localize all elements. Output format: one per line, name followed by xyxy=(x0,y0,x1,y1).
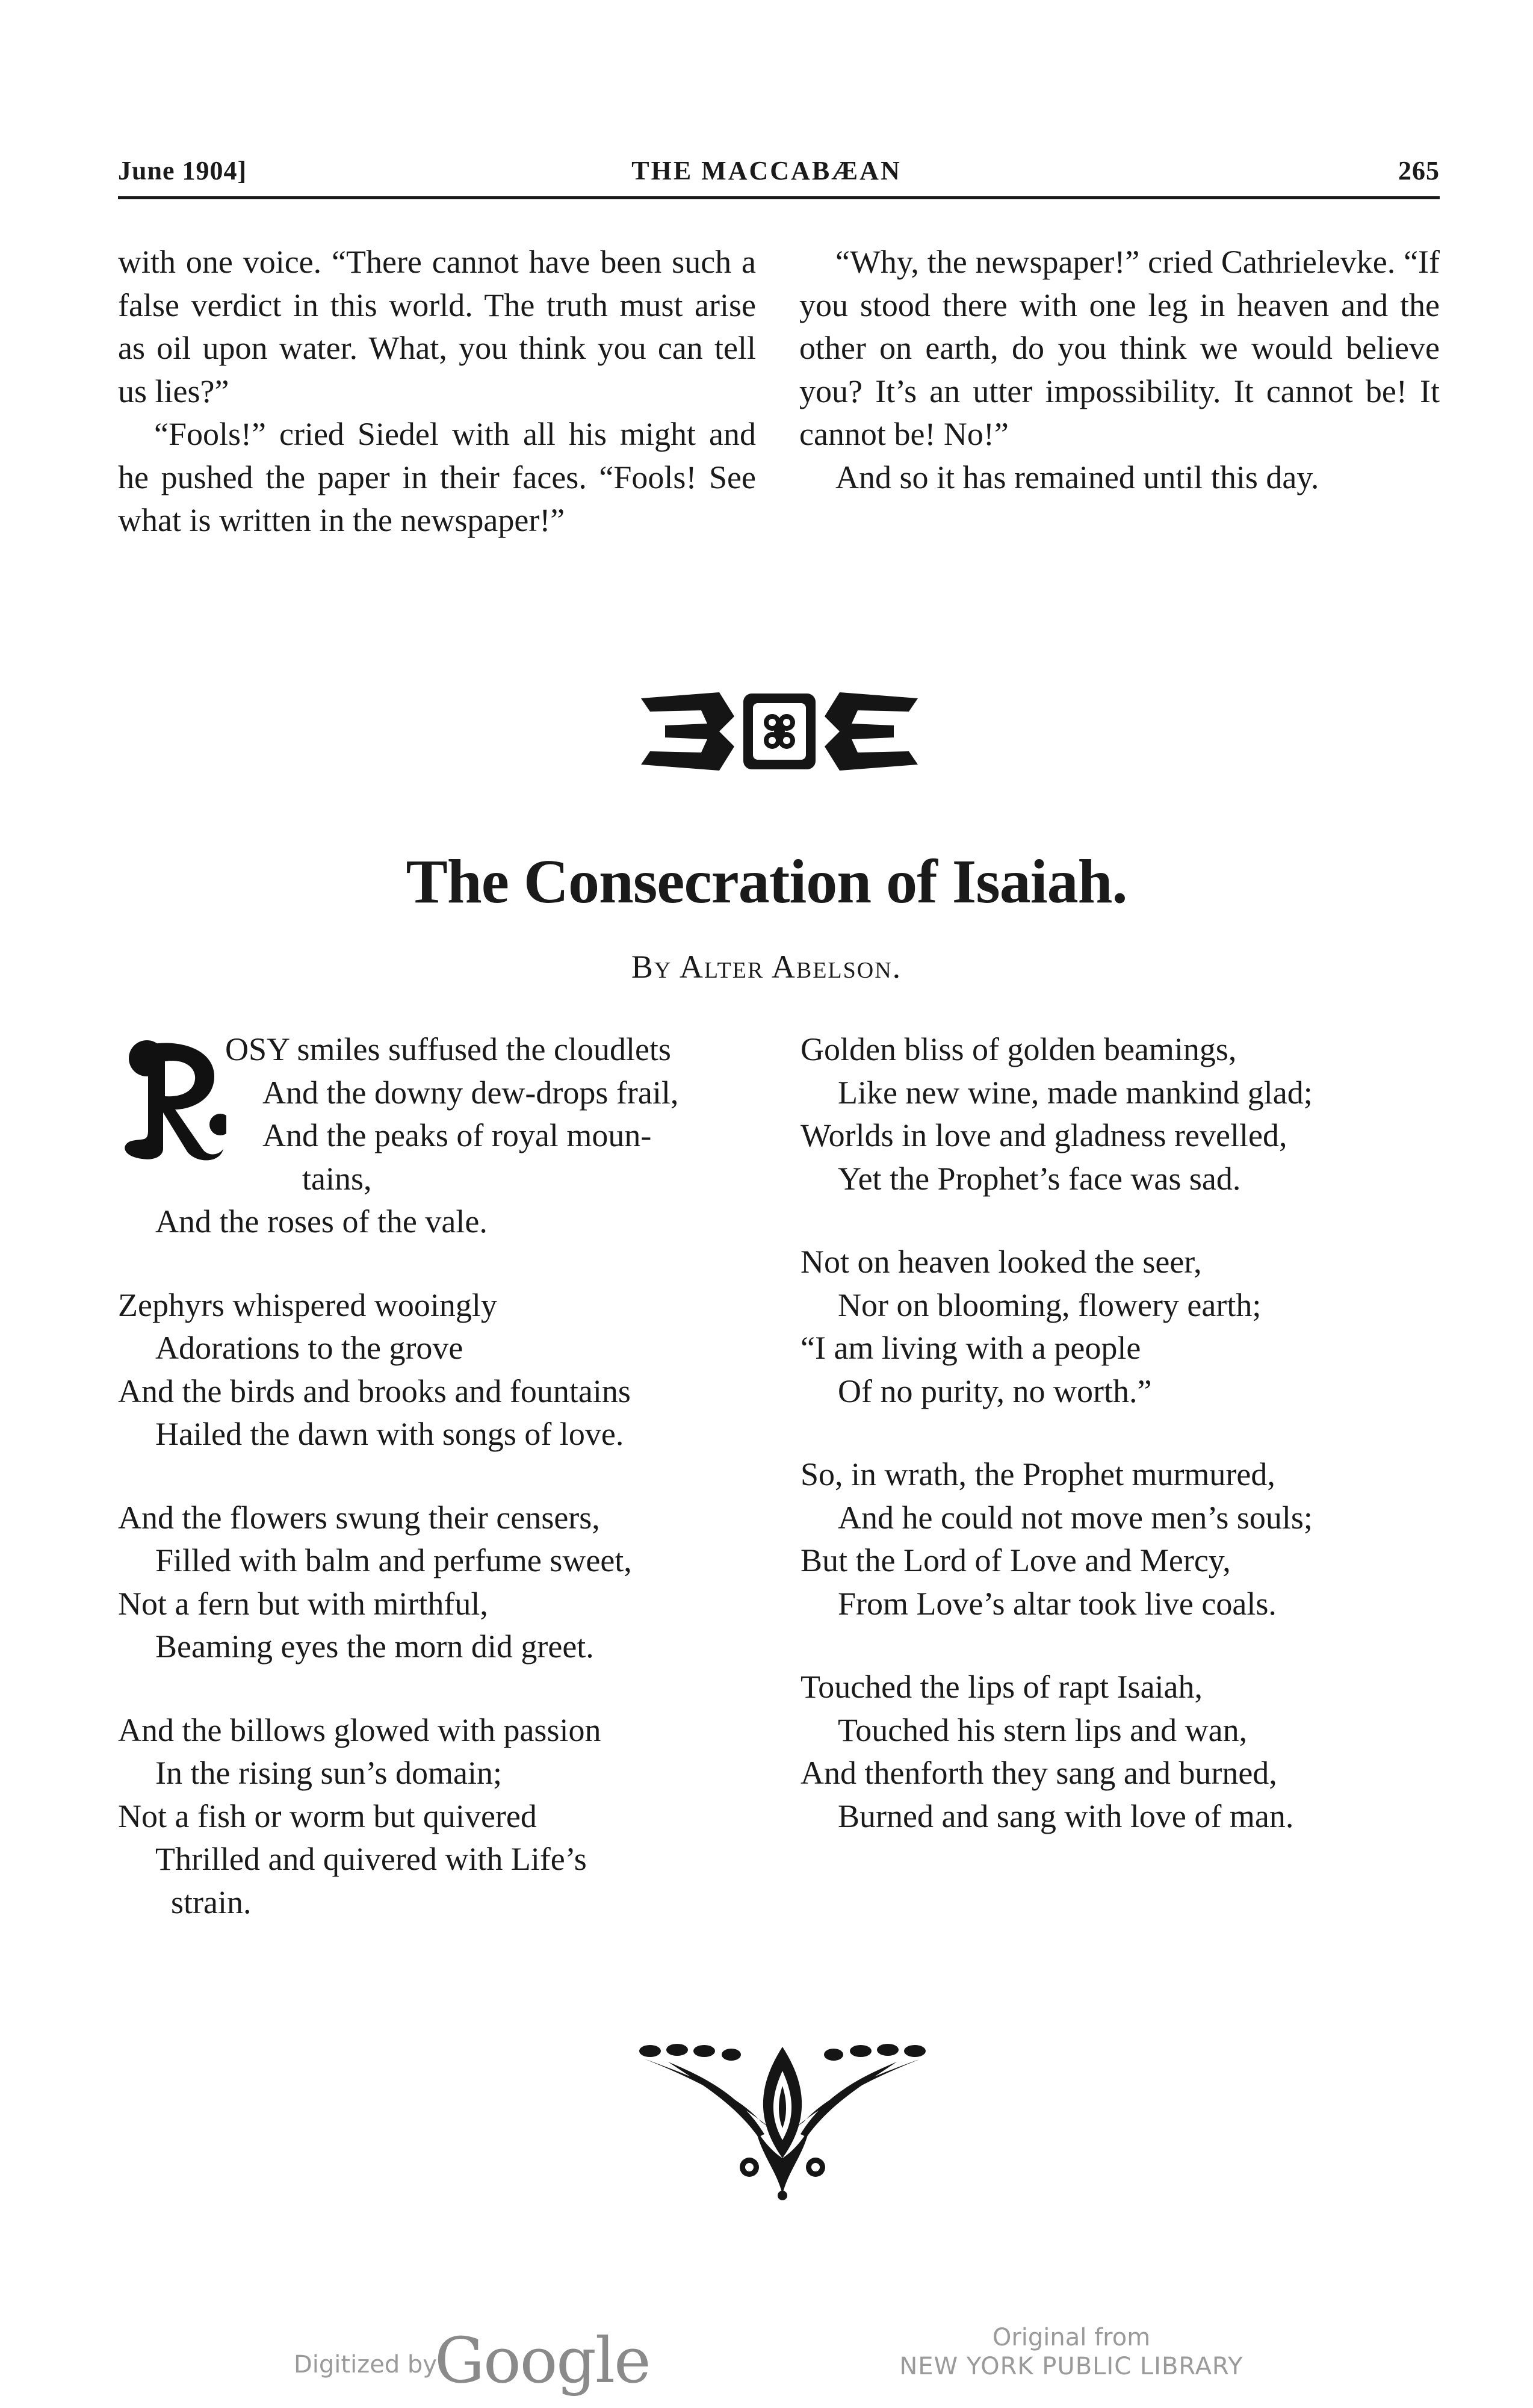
poem-line: And thenforth they sang and burned, xyxy=(801,1755,1277,1791)
poem-line: But the Lord of Love and Mercy, xyxy=(801,1542,1231,1578)
poem-stanza xyxy=(801,1666,1441,1838)
drop-cap-letter xyxy=(118,1034,226,1161)
story-paragraph: And so it has remained until this day. xyxy=(835,459,1319,495)
story-paragraph: “Fools!” cried Siedel with all his might and he pushed the paper in their faces. “Fools! See what is written in the newspaper!” xyxy=(118,416,756,538)
poem-line: In the rising sun’s domain; xyxy=(155,1755,502,1791)
poem-line: Not on heaven looked the seer, xyxy=(801,1244,1202,1280)
poem-line: Adorations to the grove xyxy=(155,1330,463,1366)
poem-line: Not a fern but with mirthful, xyxy=(118,1585,488,1622)
header-rule xyxy=(118,196,1440,199)
poem-line: Like new wine, made mankind glad; xyxy=(838,1074,1313,1111)
poem-line: So, in wrath, the Prophet murmured, xyxy=(801,1456,1275,1492)
poem-stanza xyxy=(118,1028,758,1244)
digitized-by-label: Digitized by xyxy=(294,2351,437,2379)
poem-line: Hailed the dawn with songs of love. xyxy=(155,1416,624,1452)
poem-line: Zephyrs whispered wooingly xyxy=(118,1286,497,1323)
story-paragraph: with one voice. “There cannot have been such a false verdict in this world. The truth must arise as oil upon water. What, you think you can tell us lies?” xyxy=(118,244,756,409)
poem-line: Yet the Prophet’s face was sad. xyxy=(838,1160,1241,1197)
story-paragraph: “Why, the newspaper!” cried Cathrielevke. “If you stood there with one leg in heaven and the other on earth, do you think we would believe you? It’s an utter impossibility. It cannot be! It cannot be! No!” xyxy=(799,244,1440,452)
original-from-label: Original from xyxy=(992,2324,1151,2351)
poem-line: From Love’s altar took live coals. xyxy=(838,1585,1277,1622)
tailpiece-ornament xyxy=(632,2038,933,2200)
poem-line: OSY smiles suffused the cloudlets xyxy=(225,1031,671,1067)
poem-line: tains, xyxy=(302,1160,372,1197)
poem-line: And the downy dew-drops frail, xyxy=(262,1074,679,1111)
poem-line: And the birds and brooks and fountains xyxy=(118,1373,631,1409)
poem-line: And he could not move men’s souls; xyxy=(838,1499,1313,1536)
poem-stanza xyxy=(118,1709,758,1925)
poem-byline: By Alter Abelson. xyxy=(631,949,902,985)
poem-line: Of no purity, no worth.” xyxy=(838,1373,1152,1409)
poem-right-column xyxy=(801,1028,1441,1878)
poem-title: The Consecration of Isaiah. xyxy=(406,847,1127,916)
story-end-left-column xyxy=(118,241,756,542)
poem-line: Not a fish or worm but quivered xyxy=(118,1798,537,1834)
issue-date: June 1904] xyxy=(118,156,247,185)
library-name: NEW YORK PUBLIC LIBRARY xyxy=(899,2353,1243,2380)
poem-line: And the flowers swung their censers, xyxy=(118,1499,600,1536)
poem-line: And the roses of the vale. xyxy=(155,1203,488,1240)
poem-line: Touched his stern lips and wan, xyxy=(838,1711,1248,1748)
poem-stanza xyxy=(801,1028,1441,1200)
poem-line: And the billows glowed with passion xyxy=(118,1711,601,1748)
poem-line: Touched the lips of rapt Isaiah, xyxy=(801,1669,1203,1705)
poem-line: And the peaks of royal moun- xyxy=(262,1117,652,1153)
poem-line: strain. xyxy=(171,1884,252,1920)
poem-line: Worlds in love and gladness revelled, xyxy=(801,1117,1287,1153)
poem-stanza xyxy=(801,1241,1441,1413)
poem-stanza xyxy=(118,1284,758,1456)
poem-stanza xyxy=(118,1497,758,1669)
poem-line: Burned and sang with love of man. xyxy=(838,1798,1294,1834)
poem-line: Filled with balm and perfume sweet, xyxy=(155,1542,632,1578)
poem-line: Nor on blooming, flowery earth; xyxy=(838,1286,1262,1323)
story-end-right-column xyxy=(799,241,1440,499)
magazine-title: THE MACCABÆAN xyxy=(631,156,902,185)
poem-line: Thrilled and quivered with Life’s xyxy=(155,1841,587,1877)
poem-stanza xyxy=(801,1453,1441,1625)
section-ornament xyxy=(629,680,930,783)
google-wordmark: Google xyxy=(435,2324,650,2397)
poem-left-column xyxy=(118,1028,758,1964)
poem-line: Beaming eyes the morn did greet. xyxy=(155,1628,594,1665)
poem-line: Golden bliss of golden beamings, xyxy=(801,1031,1237,1067)
page-number: 265 xyxy=(1398,156,1440,185)
poem-line: “I am living with a people xyxy=(801,1330,1141,1366)
